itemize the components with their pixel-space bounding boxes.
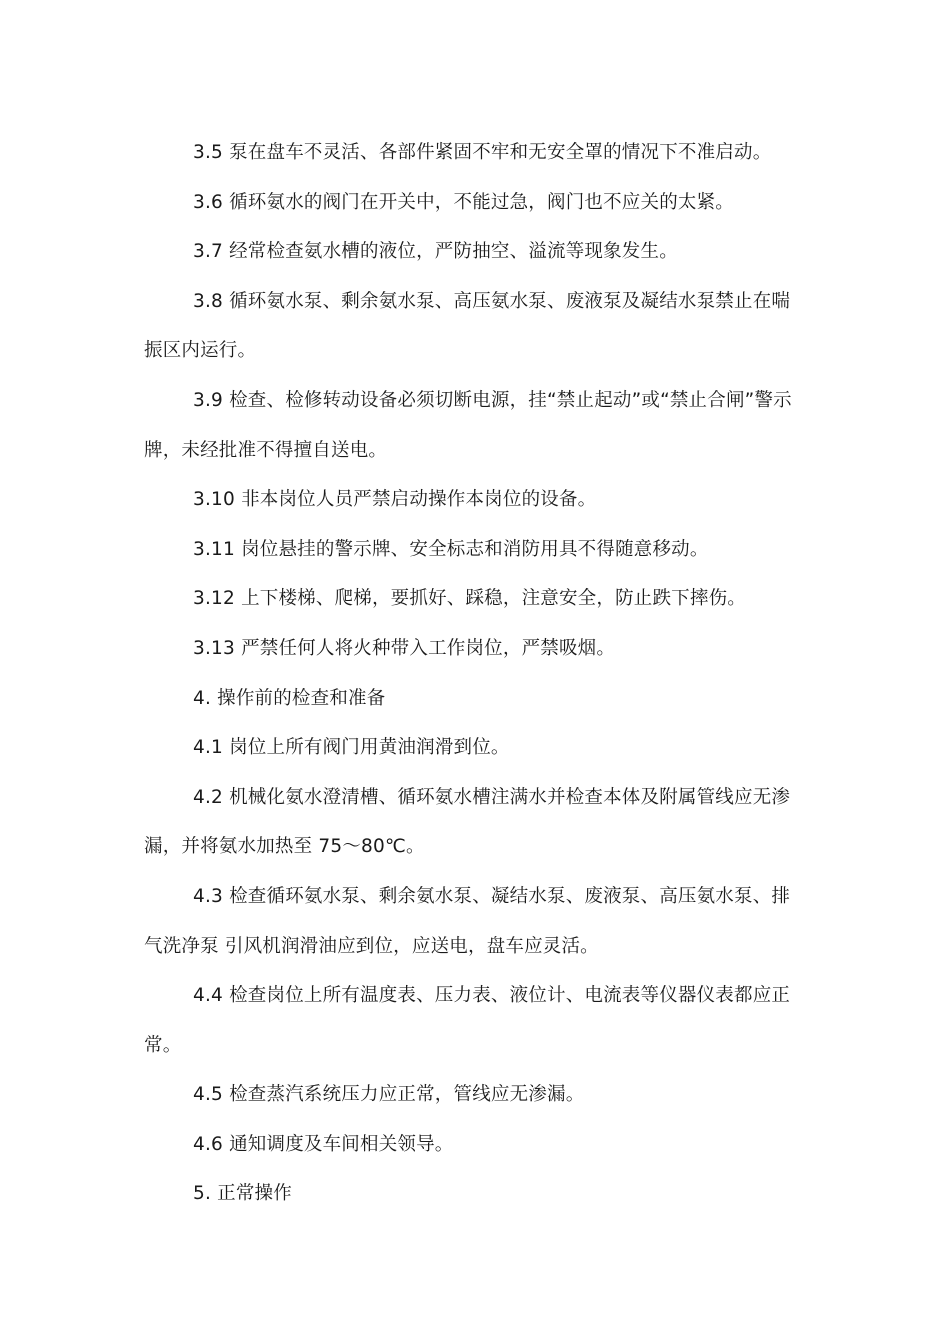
paragraph-4-3: 4.3 检查循环氨水泵、剩余氨水泵、凝结水泵、废液泵、高压氨水泵、排气洗净泵 引风机润滑油应到位，应送电，盘车应灵活。	[144, 885, 791, 957]
paragraph-3-10: 3.10 非本岗位人员严禁启动操作本岗位的设备。	[193, 489, 597, 511]
section-heading-4: 4. 操作前的检查和准备	[193, 687, 386, 709]
paragraph-3-6: 3.6 循环氨水的阀门在开关中，不能过急，阀门也不应关的太紧。	[193, 191, 735, 213]
section-heading-5: 5. 正常操作	[193, 1183, 292, 1205]
paragraph-3-9: 3.9 检查、检修转动设备必须切断电源，挂“禁止起动”或“禁止合闸”警示牌，未经批准不得擅自送电。	[144, 389, 792, 461]
paragraph-3-12: 3.12 上下楼梯、爬梯，要抓好、踩稳，注意安全，防止跌下摔伤。	[193, 588, 746, 610]
paragraph-4-6: 4.6 通知调度及车间相关领导。	[193, 1133, 454, 1155]
paragraph-3-11: 3.11 岗位悬挂的警示牌、安全标志和消防用具不得随意移动。	[193, 538, 709, 560]
paragraph-3-8: 3.8 循环氨水泵、剩余氨水泵、高压氨水泵、废液泵及凝结水泵禁止在喘振区内运行。	[144, 290, 791, 362]
paragraph-4-2: 4.2 机械化氨水澄清槽、循环氨水槽注满水并检查本体及附属管线应无渗漏，并将氨水加热至 75～80℃。	[144, 786, 791, 858]
paragraph-3-13: 3.13 严禁任何人将火种带入工作岗位，严禁吸烟。	[193, 637, 616, 659]
paragraph-3-7: 3.7 经常检查氨水槽的液位，严防抽空、溢流等现象发生。	[193, 241, 678, 263]
paragraph-3-5: 3.5 泵在盘车不灵活、各部件紧固不牢和无安全罩的情况下不准启动。	[193, 142, 772, 163]
document-body	[144, 128, 808, 1219]
paragraph-4-5: 4.5 检查蒸汽系统压力应正常，管线应无渗漏。	[193, 1084, 585, 1106]
paragraph-4-4: 4.4 检查岗位上所有温度表、压力表、液位计、电流表等仪器仪表都应正常。	[144, 985, 791, 1056]
paragraph-4-1: 4.1 岗位上所有阀门用黄油润滑到位。	[193, 737, 510, 759]
